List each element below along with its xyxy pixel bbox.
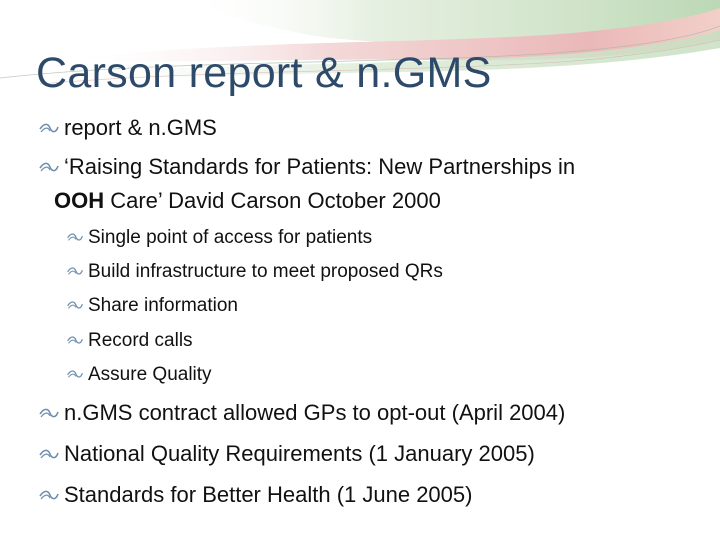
list-item xyxy=(38,441,535,467)
list-item-continuation xyxy=(54,188,441,214)
wave-bullet-icon xyxy=(66,265,84,277)
wave-bullet-icon xyxy=(38,121,60,135)
wave-bullet-icon xyxy=(66,299,84,311)
wave-bullet-icon xyxy=(38,447,60,461)
wave-bullet-icon xyxy=(38,406,60,420)
ooh-abbreviation: OOH xyxy=(54,188,105,213)
item-text: Single point of access for patients xyxy=(88,227,373,248)
wave-bullet-icon xyxy=(38,488,60,502)
sub-list-item xyxy=(66,227,372,249)
item-text: Record calls xyxy=(88,330,193,351)
wave-bullet-icon xyxy=(66,231,84,243)
wave-bullet-icon xyxy=(66,368,84,380)
sub-list-item xyxy=(66,261,443,283)
item-text: ‘Raising Standards for Patients: New Partnerships in xyxy=(64,154,576,179)
list-item xyxy=(38,400,565,426)
continuation-text: Care’ David Carson October 2000 xyxy=(104,188,441,213)
item-text: Assure Quality xyxy=(88,364,212,385)
item-text: n.GMS contract allowed GPs to opt-out (April 2004) xyxy=(64,400,566,425)
wave-bullet-icon xyxy=(66,334,84,346)
item-text: Build infrastructure to meet proposed QRs xyxy=(88,261,443,282)
item-text: National Quality Requirements (1 January 2005) xyxy=(64,441,535,466)
list-item xyxy=(38,115,217,141)
item-text: Share information xyxy=(88,295,238,316)
sub-list-item xyxy=(66,364,212,386)
list-item xyxy=(38,482,472,508)
sub-list-item xyxy=(66,295,238,317)
slide-title: Carson report & n.GMS xyxy=(36,49,492,97)
list-item xyxy=(38,154,575,180)
item-text: Standards for Better Health (1 June 2005) xyxy=(64,482,473,507)
item-text: report & n.GMS xyxy=(64,115,217,140)
wave-bullet-icon xyxy=(38,160,60,174)
sub-list-item xyxy=(66,330,193,352)
